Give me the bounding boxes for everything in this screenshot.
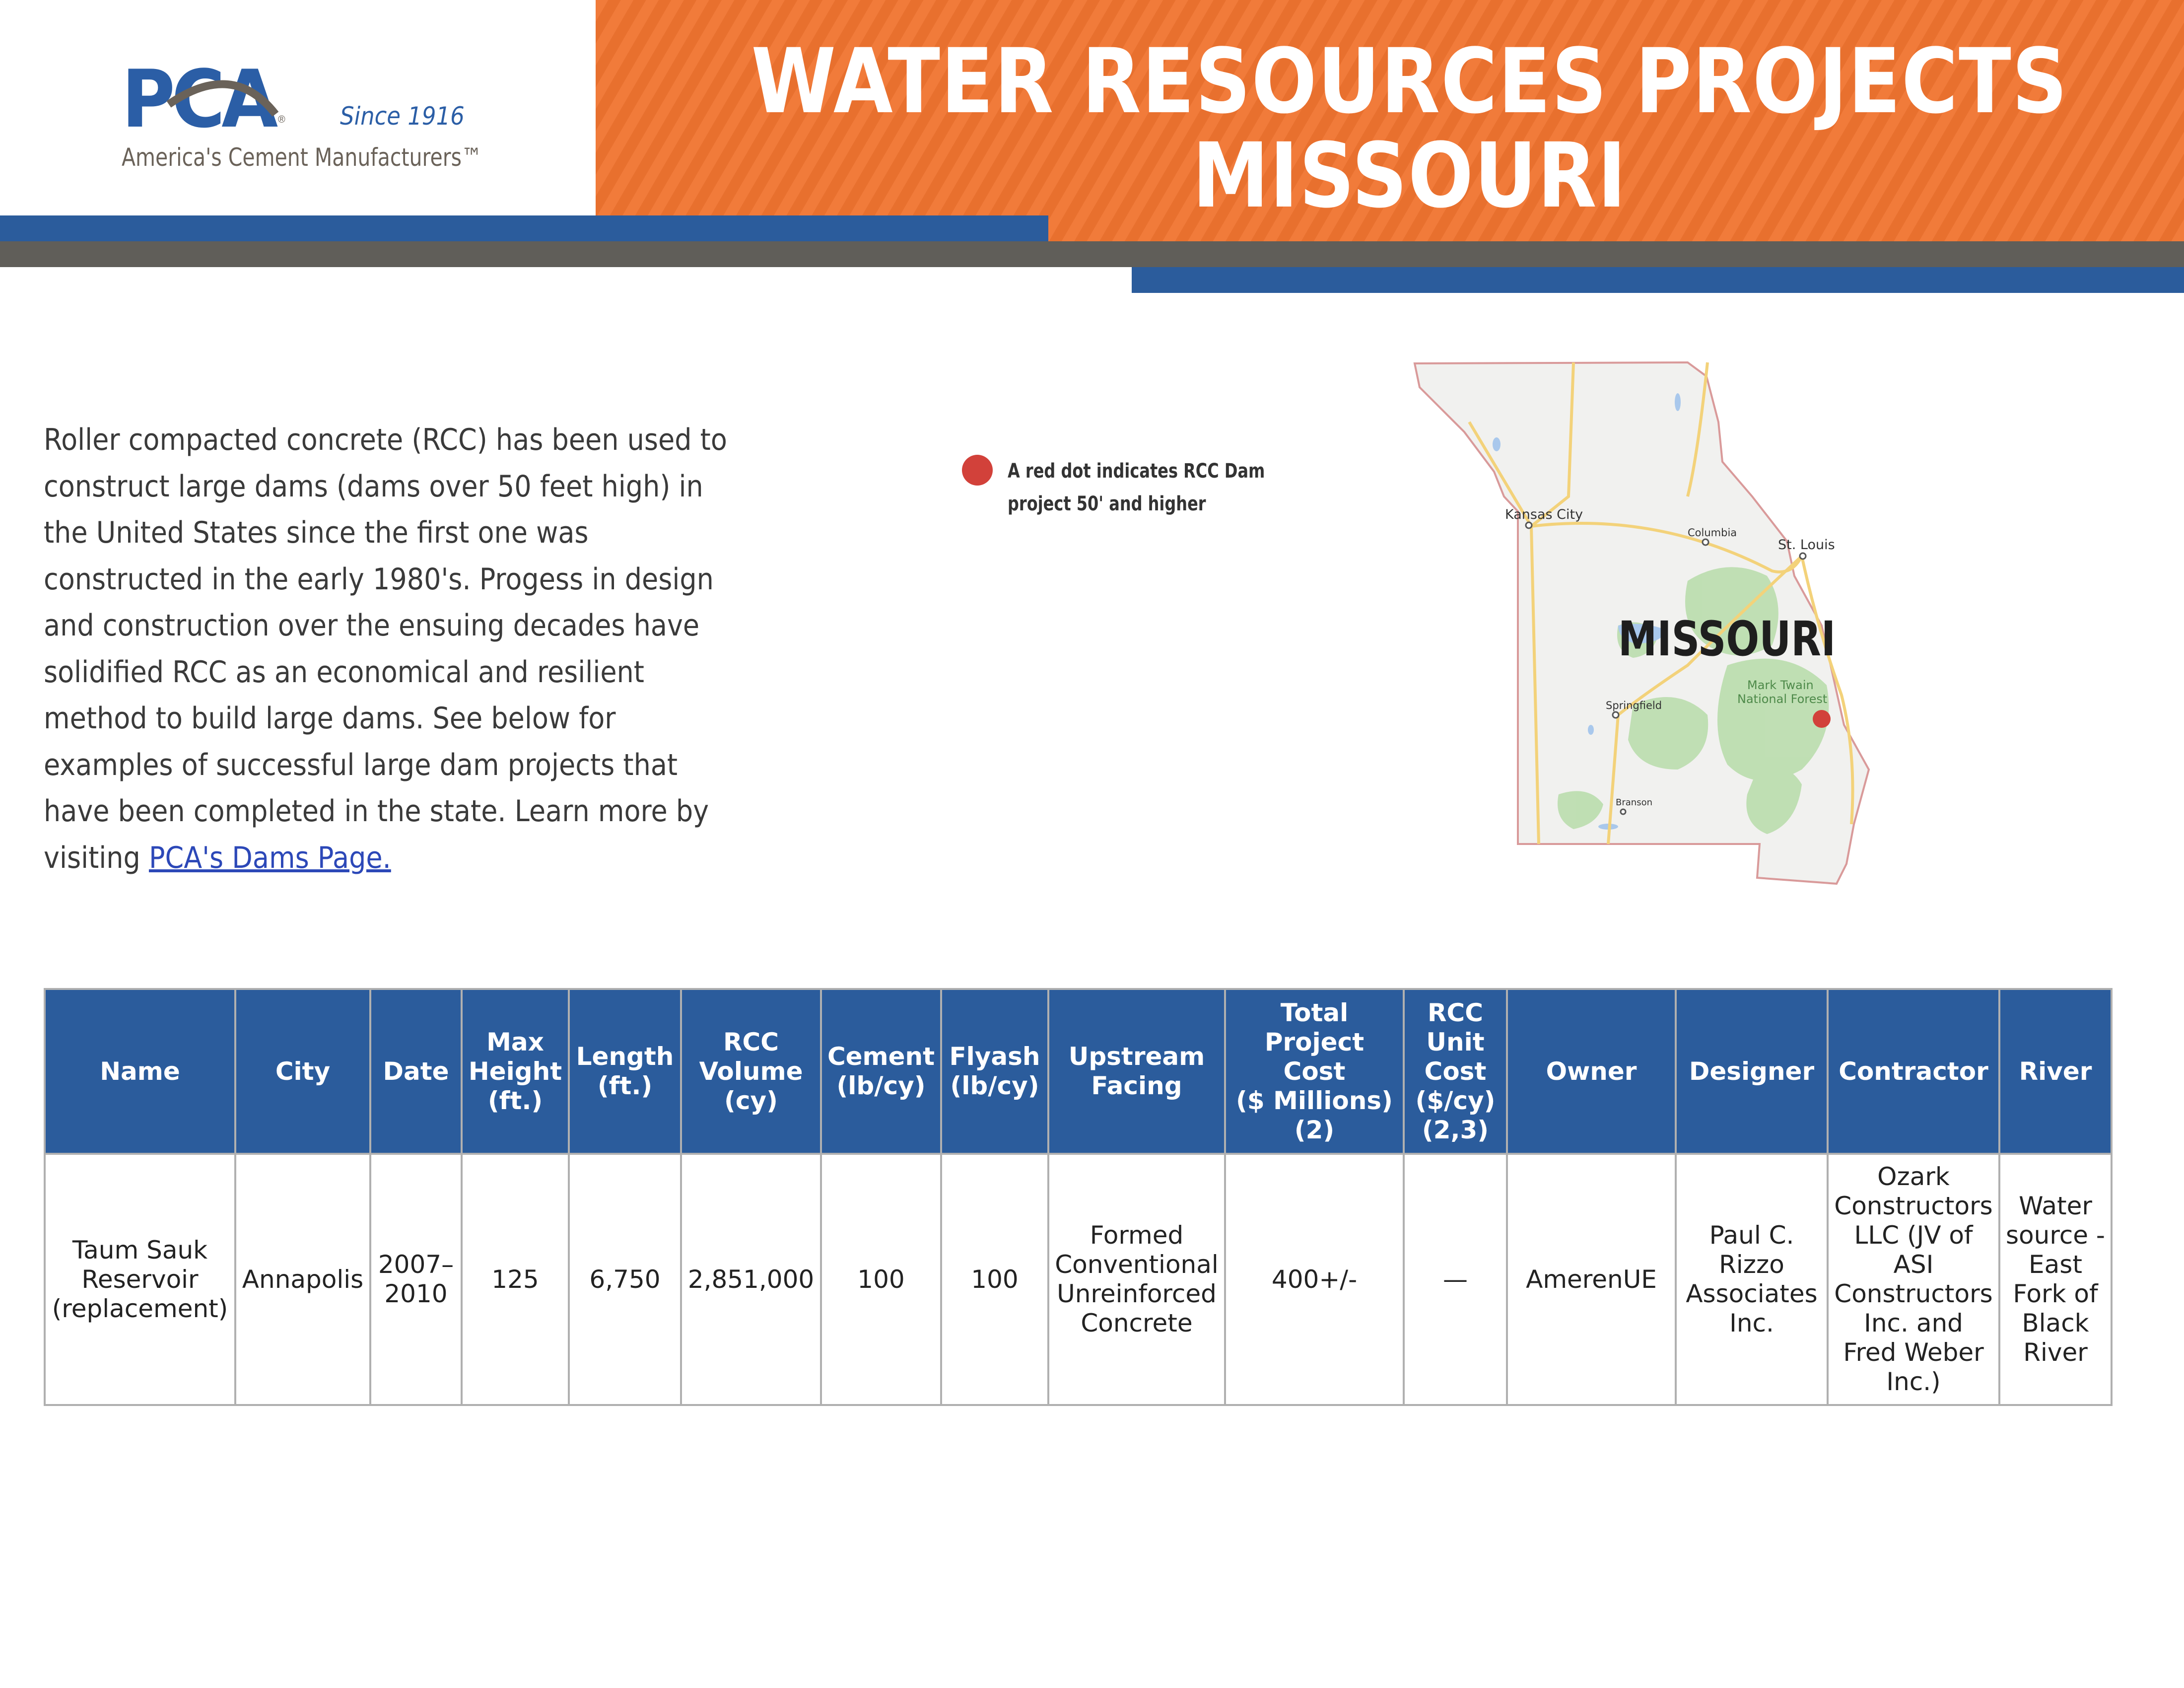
header-total-project-cost-line: (2) (1294, 1115, 1335, 1144)
intro-paragraph (44, 417, 727, 881)
legend-line1: A red dot indicates RCC Dam (1008, 460, 1265, 483)
cell-river (1999, 1154, 2112, 1405)
column-header-rcc-volume (681, 989, 821, 1154)
header-flyash-line: Flyash (949, 1042, 1040, 1071)
header-name-line: Name (100, 1056, 180, 1086)
intro-text: Roller compacted concrete (RCC) has been used to construct large dams (dams over 50 feet high) in the United States since the first one was constructed in the early 1980's. Progess in design and construction over the ensuing decades have solidified RCC as an economical and resilient method to build large dams. See below for examples of successful large dam projects that have been completed in the state. Learn more by visiting (44, 422, 727, 875)
dam-projects-table (44, 988, 2113, 1406)
header-upstream-facing-line: Upstream (1068, 1042, 1205, 1071)
header-rcc-unit-cost-line: RCC (1428, 998, 1483, 1027)
header-total-project-cost-line: Total (1280, 998, 1349, 1027)
cell-total-project-cost-line: 400+/- (1271, 1265, 1358, 1294)
header-max-height-line: Height (468, 1056, 562, 1086)
cell-date (370, 1154, 462, 1405)
cell-contractor-line: Inc.) (1886, 1367, 1941, 1396)
logo-brand: PCA (122, 53, 274, 145)
header-rcc-volume-line: (cy) (724, 1086, 778, 1115)
cell-contractor-line: Ozark (1877, 1162, 1950, 1191)
cell-name (45, 1154, 235, 1405)
cell-max-height-line: 125 (491, 1265, 539, 1294)
cell-river-line: East (2029, 1250, 2082, 1279)
city-label-kansas-city: Kansas City (1505, 507, 1583, 522)
cell-upstream-facing-line: Formed (1090, 1221, 1184, 1250)
cell-designer-line: Paul C. (1709, 1221, 1794, 1250)
cell-contractor-line: Constructors (1834, 1192, 1993, 1220)
header-rcc-unit-cost-line: ($/cy) (1415, 1086, 1496, 1115)
header-flyash-line: (lb/cy) (950, 1071, 1039, 1100)
header-contractor-line: Contractor (1839, 1056, 1988, 1086)
cell-rcc-unit-cost-line: — (1443, 1265, 1468, 1294)
header-total-project-cost-line: Cost (1283, 1056, 1346, 1086)
table-body (45, 1154, 2112, 1405)
header-stripe-blue-bottom (1132, 267, 2184, 293)
header-date-line: Date (383, 1056, 449, 1086)
cell-river-line: source - (2006, 1221, 2105, 1250)
cell-flyash-line: 100 (971, 1265, 1019, 1294)
cell-name-line: (replacement) (52, 1294, 228, 1323)
column-header-flyash (941, 989, 1048, 1154)
cell-date-line: 2007– (378, 1250, 454, 1279)
map-legend (1008, 455, 1265, 520)
header-upstream-facing-line: Facing (1091, 1071, 1182, 1100)
cell-river-line: River (2023, 1338, 2088, 1367)
cell-city-line: Annapolis (242, 1265, 364, 1294)
city-label-columbia: Columbia (1688, 527, 1737, 539)
page-title (596, 30, 2184, 228)
cell-upstream-facing-line: Unreinforced (1057, 1279, 1217, 1308)
dams-page-link[interactable]: PCA's Dams Page. (148, 840, 391, 875)
cell-rcc-volume (681, 1154, 821, 1405)
header-total-project-cost-line: Project (1264, 1027, 1365, 1056)
cell-city (235, 1154, 370, 1405)
cell-owner (1507, 1154, 1676, 1405)
cell-upstream-facing-line: Concrete (1081, 1309, 1193, 1337)
header-max-height-line: (ft.) (487, 1086, 543, 1115)
logo-registered-mark: ® (278, 114, 285, 125)
cell-name-line: Taum Sauk (72, 1235, 208, 1265)
cell-contractor-line: LLC (JV of (1854, 1221, 1973, 1250)
column-header-total-project-cost (1225, 989, 1404, 1154)
header-rcc-volume-line: Volume (699, 1056, 803, 1086)
cell-river-line: Black (2022, 1309, 2089, 1337)
logo-swoosh-icon (149, 30, 298, 134)
cell-length-line: 6,750 (589, 1265, 661, 1294)
cell-designer-line: Inc. (1729, 1309, 1774, 1337)
cell-max-height (462, 1154, 569, 1405)
header-owner-line: Owner (1546, 1056, 1637, 1086)
dam-projects-table-wrap (44, 988, 2113, 1406)
cell-contractor (1828, 1154, 1999, 1405)
cell-rcc-unit-cost (1404, 1154, 1507, 1405)
cell-length (569, 1154, 681, 1405)
cell-contractor-line: Inc. and (1864, 1309, 1963, 1337)
cell-contractor-line: ASI (1893, 1250, 1934, 1279)
column-header-cement (821, 989, 941, 1154)
cell-flyash (941, 1154, 1048, 1405)
cell-rcc-volume-line: 2,851,000 (687, 1265, 815, 1294)
cell-cement-line: 100 (857, 1265, 905, 1294)
column-header-city (235, 989, 370, 1154)
header-max-height-line: Max (486, 1027, 544, 1056)
table-row (45, 1154, 2112, 1405)
header-city-line: City (275, 1056, 331, 1086)
cell-contractor-line: Fred Weber (1843, 1338, 1984, 1367)
column-header-name (45, 989, 235, 1154)
header-length-line: Length (576, 1042, 674, 1071)
forest-label-line1: Mark Twain (1747, 678, 1814, 692)
logo-since: Since 1916 (340, 102, 465, 131)
cell-date-line: 2010 (384, 1279, 448, 1308)
column-header-contractor (1828, 989, 1999, 1154)
header-rcc-unit-cost-line: Cost (1424, 1056, 1487, 1086)
cell-name-line: Reservoir (81, 1265, 199, 1294)
cell-river-line: Fork of (2013, 1279, 2098, 1308)
legend-red-dot-icon (962, 455, 993, 486)
cell-upstream-facing (1048, 1154, 1225, 1405)
missouri-map (1410, 348, 2020, 933)
cell-cement (821, 1154, 941, 1405)
header-cement-line: (lb/cy) (836, 1071, 926, 1100)
header-cement-line: Cement (827, 1042, 935, 1071)
header-stripe-blue-top (0, 215, 1048, 241)
table-header-row (45, 989, 2112, 1154)
forest-label-line2: National Forest (1737, 692, 1828, 706)
header-total-project-cost-line: ($ Millions) (1236, 1086, 1393, 1115)
cell-owner-line: AmerenUE (1526, 1265, 1657, 1294)
column-header-river (1999, 989, 2112, 1154)
legend-line2: project 50' and higher (1008, 492, 1206, 515)
cell-designer-line: Associates (1686, 1279, 1818, 1308)
column-header-date (370, 989, 462, 1154)
cell-total-project-cost (1225, 1154, 1404, 1405)
cell-upstream-facing-line: Conventional (1055, 1250, 1219, 1279)
cell-contractor-line: Constructors (1834, 1279, 1993, 1308)
logo-panel (0, 0, 596, 213)
page-title-line1: WATER RESOURCES PROJECTS (751, 30, 2068, 134)
header-length-line: (ft.) (597, 1071, 653, 1100)
state-label: MISSOURI (1618, 611, 1836, 667)
logo-tagline: America's Cement Manufacturers™ (122, 143, 482, 172)
cell-designer-line: Rizzo (1719, 1250, 1784, 1279)
column-header-length (569, 989, 681, 1154)
column-header-upstream-facing (1048, 989, 1225, 1154)
column-header-designer (1676, 989, 1828, 1154)
column-header-max-height (462, 989, 569, 1154)
cell-designer (1676, 1154, 1828, 1405)
taum-sauk-project-dot (1813, 710, 1831, 728)
header-rcc-volume-line: RCC (723, 1027, 779, 1056)
header-rcc-unit-cost-line: (2,3) (1422, 1115, 1489, 1144)
city-label-springfield: Springfield (1606, 700, 1662, 711)
column-header-owner (1507, 989, 1676, 1154)
city-label-st-louis: St. Louis (1778, 537, 1835, 553)
column-header-rcc-unit-cost (1404, 989, 1507, 1154)
city-label-branson: Branson (1616, 797, 1652, 808)
cell-river-line: Water (2019, 1192, 2092, 1220)
header-stripe-gray (0, 241, 2184, 267)
header-designer-line: Designer (1689, 1056, 1815, 1086)
header-river-line: River (2019, 1056, 2092, 1086)
header-rcc-unit-cost-line: Unit (1426, 1027, 1485, 1056)
page-title-line2: MISSOURI (1192, 124, 1627, 228)
